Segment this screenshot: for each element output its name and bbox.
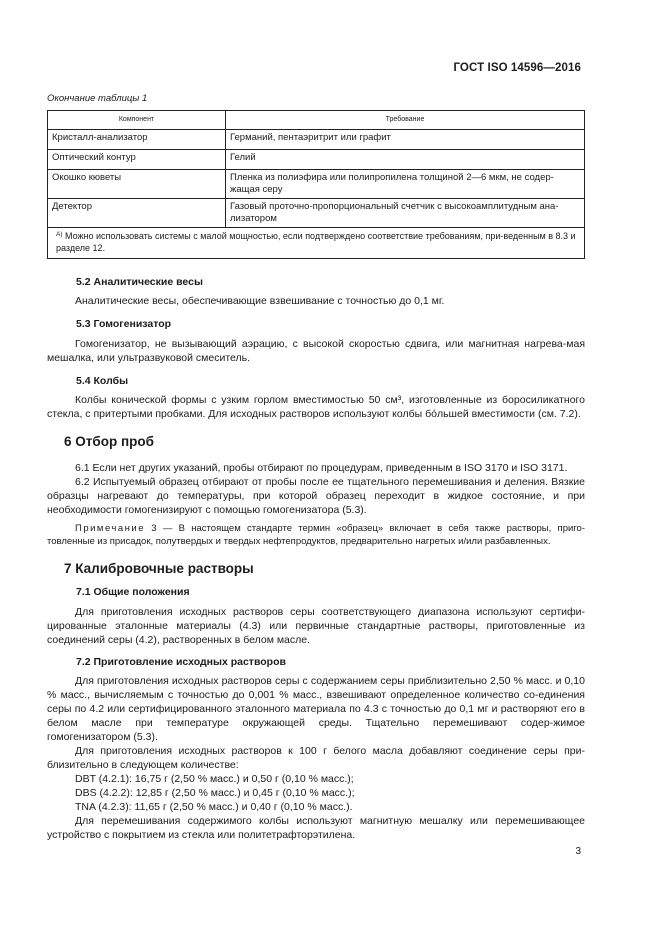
section-7-1-title: 7.1 Общие положения — [76, 586, 190, 598]
section-5-4-title: 5.4 Колбы — [76, 375, 129, 387]
cell-requirement: Германий, пентаэритрит или графит — [226, 130, 585, 150]
footnote-text: Можно использовать системы с малой мощностью, если подтверждено соответствие требованиям, при-веденным в 8.3 и разделе 12. — [56, 231, 576, 253]
section-7-2-title: 7.2 Приготовление исходных растворов — [76, 656, 286, 668]
section-7-2-body: Для приготовления исходных растворов серы с содержанием серы приблизительно 2,50 % масс. и 0,10 % масс., вычисляемым с точностью до 0,001 % масс., взвешивают определенное количество со-единения серы по 4.2 или сертифицированного эталонного материала по 4.3 с точностью до 0,1 мг и растворяют его в белом масле при температуре окружающей среды. Тщательно перемешивают содер-жимое гомогенизатором (5.3). Для приготовления исходных растворов к 100 г белого масла добавляют соединение серы при-близительно в следующем количестве: DBT (4.2.1): 16,75 г (2,50 % масс.) и 0,50 г (0,10 % масс.); DBS (4.2.2): 12,85 г (2,50 % масс.) и 0,45 г (0,10 % масс.); TNA (4.2.3): 11,65 г (2,50 % масс.) и 0,40 г (0,10 % масс.). Для перемешивания содержимого колбы используют магнитную мешалку или перемешивающее устройство с покрытием из стекла или политетрафторэтилена. — [47, 675, 585, 841]
section-5-4-text: Колбы конической формы с узким горлом вместимостью 50 см³, изготовленные из боросиликатного стекла, с притертыми пробками. Для исходных растворов используют колбы бóльшей вместимости (см. 7.2). — [47, 394, 585, 420]
cell-requirement: Газовый проточно-пропорциональный счетчик с высокоамплитудным ана-лизатором — [226, 199, 585, 228]
cell-requirement: Гелий — [226, 150, 585, 170]
cell-component: Оптический контур — [48, 150, 226, 170]
list-item: TNA (4.2.3): 11,65 г (2,50 % масс.) и 0,40 г (0,10 % масс.). — [75, 801, 353, 813]
section-5-2-title: 5.2 Аналитические весы — [76, 276, 203, 288]
list-item: DBS (4.2.2): 12,85 г (2,50 % масс.) и 0,45 г (0,10 % масс.); — [75, 787, 355, 799]
column-header-component: Компонент — [48, 111, 226, 130]
column-header-requirement: Требование — [226, 111, 585, 130]
list-item: DBT (4.2.1): 16,75 г (2,50 % масс.) и 0,50 г (0,10 % масс.); — [75, 773, 354, 785]
table-caption: Окончание таблицы 1 — [47, 93, 148, 104]
note-3: Примечание 3 — В настоящем стандарте термин «образец» включает в себя также растворы, приго-товленные из присадок, полутвердых и твердых нефтепродуктов, предварительно нагретых и/или разбавленных. — [47, 523, 585, 547]
section-5-3-text: Гомогенизатор, не вызывающий аэрацию, с высокой скоростью сдвига, или магнитная нагрева-мая мешалка, или ультразвуковой смеситель. — [47, 338, 585, 364]
cell-component: Окошко кюветы — [48, 170, 226, 199]
cell-component: Детектор — [48, 199, 226, 228]
section-5-2-text: Аналитические весы, обеспечивающие взвешивание с точностью до 0,1 мг. — [75, 295, 445, 307]
section-6-body: 6.1 Если нет других указаний, пробы отбирают по процедурам, приведенным в ISO 3170 и ISO 3171. 6.2 Испытуемый образец отбирают от пробы после ее тщательного перемешивания и деления. Вязкие образцы нагревают до температуры, при которой образец переходит в жидкое состояние, и при необходимости гомогенизируют с помощью гомогенизатора (5.3). Примечание 3 — В настоящем стандарте термин «образец» включает в себя также растворы, приго-товленные из присадок, полутвердых и твердых нефтепродуктов, предварительно нагретых и/или разбавленных. — [47, 462, 585, 547]
table-row — [48, 150, 585, 170]
table-row — [48, 130, 585, 150]
table-footnote — [48, 228, 585, 259]
section-7-1-text: Для приготовления исходных растворов серы соответствующего диапазона используют сертифи-цированные эталонные материалы (4.3) или первичные стандартные растворы, приготовленные из соединений серы (4.2), растворенных в белом масле. — [47, 606, 585, 646]
table-row — [48, 199, 585, 228]
footnote-mark: А) — [56, 231, 63, 238]
cell-component: Кристалл-анализатор — [48, 130, 226, 150]
document-code: ГОСТ ISO 14596—2016 — [453, 62, 581, 74]
table-row — [48, 170, 585, 199]
section-5-3-title: 5.3 Гомогенизатор — [76, 318, 172, 330]
section-6-title: 6 Отбор проб — [64, 434, 154, 449]
cell-requirement: Пленка из полиэфира или полипропилена толщиной 2—6 мкм, не содер-жащая серу — [226, 170, 585, 199]
requirements-table — [47, 110, 585, 259]
page-number: 3 — [575, 846, 581, 857]
section-7-title: 7 Калибровочные растворы — [64, 561, 254, 576]
